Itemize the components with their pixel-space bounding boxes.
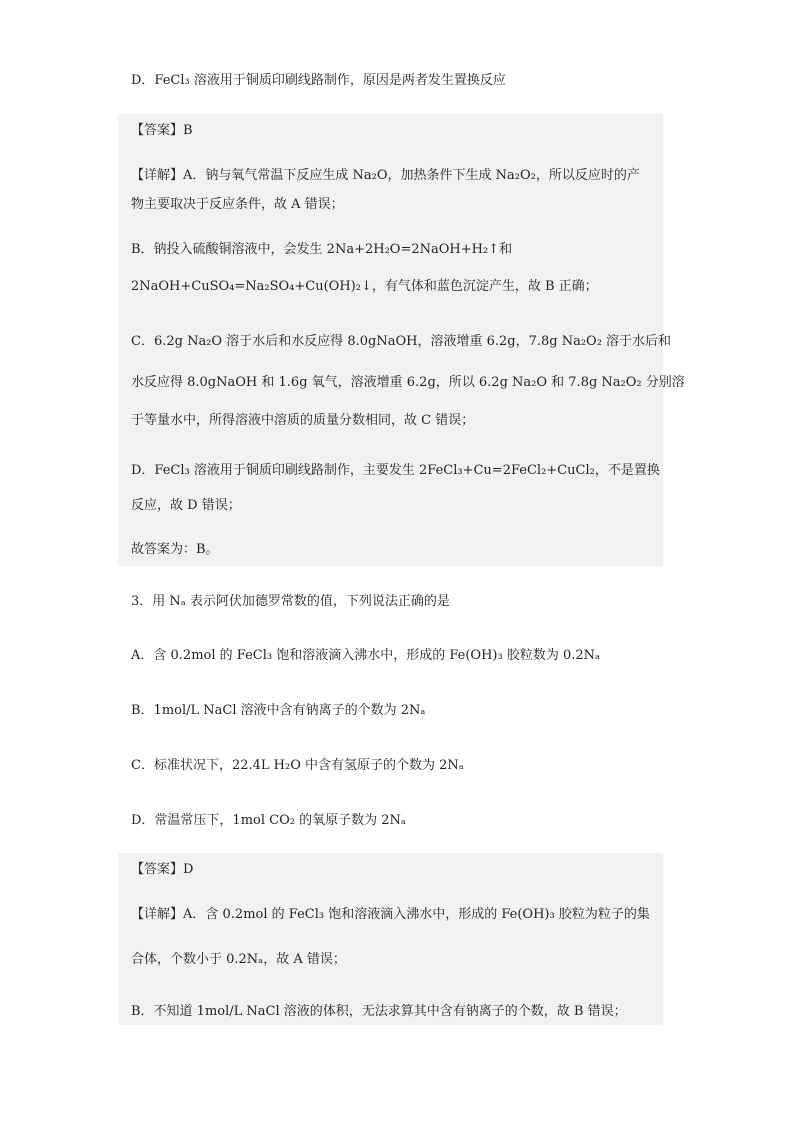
q2-detail-line: 2NaOH+CuSO₄=Na₂SO₄+Cu(OH)₂↓，有气体和蓝色沉淀产生，故 B 正确； — [131, 279, 598, 294]
q2-detail-line: D．FeCl₃ 溶液用于铜质印刷线路制作，主要发生 2FeCl₃+Cu=2FeCl₂+CuCl₂，不是置换 — [131, 463, 660, 478]
q2-detail-line: 于等量水中，所得溶液中溶质的质量分数相同，故 C 错误； — [131, 413, 475, 428]
q3-option-a: A．含 0.2mol 的 FeCl₃ 饱和溶液滴入沸水中，形成的 Fe(OH)₃ 胶粒数为 0.2Nₐ — [131, 648, 601, 663]
answer-block-q3 — [118, 853, 663, 1025]
q3-answer: 【答案】D — [131, 862, 194, 877]
q3-detail-line: 【详解】A．含 0.2mol 的 FeCl₃ 饱和溶液滴入沸水中，形成的 Fe(OH)₃ 胶粒为粒子的集 — [131, 907, 650, 922]
q2-detail-line: B．钠投入硫酸铜溶液中，会发生 2Na+2H₂O=2NaOH+H₂↑和 — [131, 242, 513, 257]
q2-detail-line: 反应，故 D 错误； — [131, 498, 241, 513]
q2-answer: 【答案】B — [131, 123, 193, 138]
q3-option-d: D．常温常压下，1mol CO₂ 的氧原子数为 2Nₐ — [131, 813, 406, 828]
q2-detail-line: 【详解】A．钠与氧气常温下反应生成 Na₂O，加热条件下生成 Na₂O₂，所以反应时的产 — [131, 168, 640, 183]
q3-option-c: C．标准状况下，22.4L H₂O 中含有氢原子的个数为 2Nₐ — [131, 758, 464, 773]
q2-detail-line: 故答案为：B。 — [131, 542, 219, 557]
q3-detail-line: 合体，个数小于 0.2Nₐ，故 A 错误； — [131, 952, 346, 967]
q3-stem: 3．用 Nₐ 表示阿伏加德罗常数的值，下列说法正确的是 — [131, 594, 450, 609]
q2-detail-line: 水反应得 8.0gNaOH 和 1.6g 氧气，溶液增重 6.2g，所以 6.2g Na₂O 和 7.8g Na₂O₂ 分别溶 — [131, 375, 685, 390]
q3-option-b: B．1mol/L NaCl 溶液中含有钠离子的个数为 2Nₐ — [131, 703, 426, 718]
q2-option-d: D．FeCl₃ 溶液用于铜质印刷线路制作，原因是两者发生置换反应 — [131, 73, 506, 88]
q3-detail-line: B．不知道 1mol/L NaCl 溶液的体积，无法求算其中含有钠离子的个数，故 B 错误； — [131, 1004, 627, 1019]
q2-detail-line: C．6.2g Na₂O 溶于水后和水反应得 8.0gNaOH，溶液增重 6.2g，7.8g Na₂O₂ 溶于水后和 — [131, 334, 672, 349]
q2-detail-line: 物主要取决于反应条件，故 A 错误； — [131, 197, 344, 212]
